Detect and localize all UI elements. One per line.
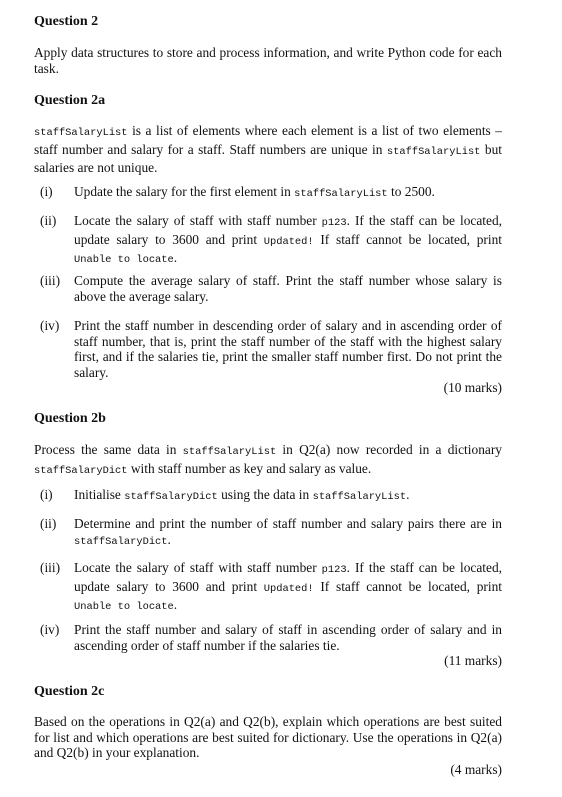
item-number: (i) (40, 487, 53, 502)
item-text: Locate the salary of staff with staff number p123. If the staff can be located, update salary to 3600 and print Updated! If staff cannot be located, print Unable to locate. (74, 560, 502, 613)
item-number: (iii) (40, 560, 61, 575)
item-number: (iv) (40, 622, 60, 637)
item-number: (ii) (40, 213, 57, 228)
question-2b-marks: (11 marks) (444, 653, 502, 668)
question-2a-heading: Question 2a (34, 93, 106, 108)
question-2c-text: Based on the operations in Q2(a) and Q2(b), explain which operations are best suited for list and which operations are best suited for dictionary. Use the operations in Q2(a) and Q2(b) in your explanation. (34, 714, 502, 760)
item-text: Initialise staffSalaryDict using the data in staffSalaryList. (74, 487, 410, 503)
item-text: Update the salary for the first element in staffSalaryList to 2500. (74, 184, 435, 200)
item-number: (i) (40, 184, 53, 199)
item-number: (ii) (40, 516, 57, 531)
item-number: (iii) (40, 273, 61, 288)
question-2-intro: Apply data structures to store and process information, and write Python code for each task. (34, 45, 502, 76)
question-2b-intro: Process the same data in staffSalaryList in Q2(a) now recorded in a dictionary staffSalaryDict with staff number as key and salary as value. (34, 442, 502, 477)
item-text: Determine and print the number of staff number and salary pairs there are in staffSalaryDict. (74, 516, 502, 548)
question-2c-heading: Question 2c (34, 684, 105, 699)
question-2b-heading: Question 2b (34, 411, 106, 426)
question-2-heading: Question 2 (34, 14, 99, 29)
item-number: (iv) (40, 318, 60, 333)
item-text: Locate the salary of staff with staff number p123. If the staff can be located, update salary to 3600 and print Updated! If staff cannot be located, print Unable to locate. (74, 213, 502, 266)
item-text: Print the staff number and salary of staff in ascending order of salary and in ascending order of staff number if the salaries tie. (74, 622, 502, 653)
question-2a-intro: staffSalaryList is a list of elements where each element is a list of two elements – staff number and salary for a staff. Staff numbers are unique in staffSalaryList but salaries are not unique. (34, 123, 502, 175)
question-2a-marks: (10 marks) (443, 380, 502, 395)
item-text: Compute the average salary of staff. Print the staff number whose salary is above the average salary. (74, 273, 502, 304)
item-text: Print the staff number in descending order of salary and in ascending order of staff number, that is, print the staff number of the staff with the highest salary first, and if the salaries tie, print the smaller staff number first. Do not print the salary. (74, 318, 502, 380)
question-2c-marks: (4 marks) (450, 762, 502, 777)
